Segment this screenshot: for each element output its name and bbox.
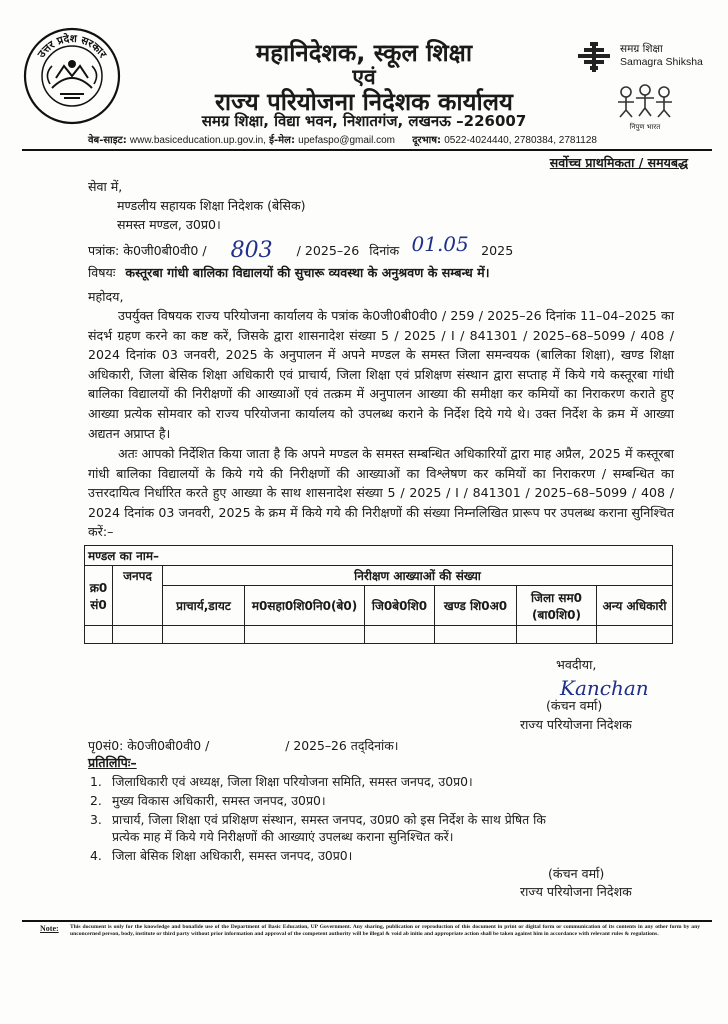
footer-note — [40, 924, 700, 946]
cc-label: प्रतिलिपिः– — [88, 755, 137, 770]
table-cell[interactable] — [163, 626, 245, 644]
col-header-mandal-asst-director: म0सहा0शि0नि0(बे0) — [245, 586, 365, 626]
subject-label: विषयः — [88, 265, 116, 280]
table-row-mandal — [85, 546, 673, 566]
samagra-shiksha-grid-icon — [576, 40, 612, 76]
reference-prefix: पत्रांक: के0जी0बी0वी0 / — [88, 243, 207, 258]
reference-year: / 2025–26 — [296, 243, 360, 258]
nipun-bharat-text: निपुण भारत — [629, 123, 661, 131]
address-to: सेवा में, — [88, 179, 123, 194]
table-row-header-1 — [85, 566, 673, 586]
col-header-other-officer: अन्य अधिकारी — [597, 586, 673, 626]
cc-item-4-text: जिला बेसिक शिक्षा अधिकारी, समस्त जनपद, उ0प्र0। — [112, 848, 353, 863]
table-row-empty — [85, 626, 673, 644]
handwritten-letter-number: 803 — [230, 238, 273, 263]
samagra-shiksha-logo — [576, 40, 716, 76]
subject-text: कस्तूरबा गांधी बालिका विद्यालयों की सुचारू व्यवस्था के अनुश्रवण के सम्बन्ध में। — [125, 265, 490, 280]
samagra-shiksha-hindi: समग्र शिक्षा — [620, 43, 663, 55]
priority-label: सर्वोच्च प्राथमिकता / समयबद्ध — [549, 155, 688, 170]
header-address: समग्र शिक्षा, विद्या भवन, निशातगंज, लखनऊ –226007 — [201, 112, 527, 130]
address-recipient: मण्डलीय सहायक शिक्षा निदेशक (बेसिक) — [117, 198, 306, 213]
mandal-name-label: मण्डल का नाम– — [85, 546, 673, 566]
table-cell[interactable] — [245, 626, 365, 644]
table-cell[interactable] — [113, 626, 163, 644]
body-paragraph-2: अतः आपको निर्देशित किया जाता है कि अपने मण्डल के समस्त सम्बन्धित अधिकारियों द्वारा माह अप्रैल, 2025 में कस्तूरबा गांधी बालिका विद्यालयों के किये गये की निरीक्षणों की आख्याओं का विश्लेषण कर कमियों का निराकरण / सम्बन्धित का उत्तरदायित्व निर्धारित करते हुए आख्या के साथ शासनादेश संख्या 5 / 2025 / I / 841301 / 2025–68–5099 / 408 / 2024 दिनांक 03 जनवरी, 2025 के क्रम में किये गये की निरीक्षणों की संख्या निम्नलिखित प्रारूप पर उपलब्ध कराना सुनिश्चित करें:– — [88, 446, 674, 540]
email-link[interactable]: upefaspo@gmail.com — [298, 135, 396, 146]
body-paragraph-1: उपर्युक्त विषयक राज्य परियोजना कार्यालय के पत्रांक के0जी0बी0वी0 / 259 / 2025–26 दिनांक 11–04–2025 का संदर्भ ग्रहण करने का कष्ट करें, जिसके द्वारा शासनादेश संख्या 5 / 2025 / I / 841301 / 2025–68–5099 / 408 / 2024 दिनांक 03 जनवरी, 2025 के अनुपालन में अपने मण्डल के समस्त जिला समन्वयक (बालिका शिक्षा), खण्ड शिक्षा अधिकारी, जिला बेसिक शिक्षा अधिकारी एवं प्राचार्य, जिला शिक्षा एवं प्रशिक्षण संस्थान द्वारा सप्ताह में किये गये कस्तूरबा गांधी बालिका विद्यालयों की निरीक्षणों की आख्याओं एवं तत्क्रम में अनुपालन आख्या की समीक्षा कर कमियों का निराकरण कराते हुए आख्या प्रत्येक सोमवार को राज्य परियोजना कार्यालय को उपलब्ध कराने के निर्देश दिये गये थे। उक्त निर्देश के क्रम में आख्या अद्यतन अप्राप्त है। — [88, 308, 674, 441]
col-header-district-coordinator: जिला सम0 (बा0शि0) — [517, 586, 597, 626]
phone-label: दूरभाष: — [412, 135, 442, 146]
handwritten-date: 01.05 — [411, 232, 469, 256]
nipun-bharat-logo — [612, 84, 678, 131]
email-label: ई-मेल: — [269, 135, 295, 146]
table-row-header-2 — [85, 586, 673, 626]
date-label: दिनांक — [369, 243, 400, 258]
samagra-shiksha-english: Samagra Shiksha — [620, 56, 703, 68]
header-title-line2: एवं — [352, 65, 376, 89]
cc-item-2: 2. मुख्य विकास अधिकारी, समस्त जनपद, उ0प्र0। — [90, 793, 326, 808]
table-cell[interactable] — [435, 626, 517, 644]
address-place: समस्त मण्डल, उ0प्र0। — [117, 217, 221, 232]
header-divider — [22, 149, 712, 151]
inspection-table — [84, 545, 673, 644]
col-group-header: निरीक्षण आख्याओं की संख्या — [163, 566, 673, 586]
signature-scribble: Kanchan — [560, 676, 649, 700]
date-year: 2025 — [481, 243, 514, 258]
children-figures-icon — [612, 84, 678, 118]
cc-item-3: 3. प्राचार्य, जिला शिक्षा एवं प्रशिक्षण संस्थान, समस्त जनपद, उ0प्र0 को इस निर्देश के साथ प्रेषित कि — [90, 812, 546, 827]
cc-item-3-continued: प्रत्येक माह में किये गये निरीक्षणों की आख्याएं उपलब्ध कराना सुनिश्चित करें। — [112, 829, 454, 844]
endorsement-year: / 2025–26 तद्‌दिनांक। — [285, 738, 399, 753]
col-header-bsa: जि0बे0शि0 — [365, 586, 435, 626]
phone-numbers: 0522-4024440, 2780384, 2781128 — [444, 135, 597, 146]
footer-note-label: Note: — [40, 924, 59, 933]
table-cell[interactable] — [365, 626, 435, 644]
endorsement-signatory-designation: राज्य परियोजना निदेशक — [520, 884, 632, 899]
signatory-name: (कंचन वर्मा) — [546, 698, 603, 713]
endorsement-line — [88, 737, 398, 754]
website-link[interactable]: www.basiceducation.up.gov.in, — [129, 135, 266, 146]
closing-text: भवदीया, — [556, 657, 597, 672]
contact-line — [88, 132, 597, 146]
table-cell[interactable] — [85, 626, 113, 644]
signatory-designation: राज्य परियोजना निदेशक — [520, 717, 632, 732]
endorsement-signatory-name: (कंचन वर्मा) — [548, 866, 605, 881]
col-header-janpad: जनपद — [113, 566, 163, 626]
salutation: महोदय, — [88, 289, 124, 304]
endorsement-ref: पृ0सं0: के0जी0बी0वी0 / — [88, 738, 210, 753]
col-header-beo: खण्ड शि0अ0 — [435, 586, 517, 626]
table-cell[interactable] — [597, 626, 673, 644]
header-title-line1: महानिदेशक, स्कूल शिक्षा — [255, 39, 473, 67]
cc-item-1: 1. जिलाधिकारी एवं अध्यक्ष, जिला शिक्षा परियोजना समिति, समस्त जनपद, उ0प्र0। — [90, 774, 473, 789]
cc-item-1-text: जिलाधिकारी एवं अध्यक्ष, जिला शिक्षा परियोजना समिति, समस्त जनपद, उ0प्र0। — [112, 774, 473, 789]
cc-item-2-text: मुख्य विकास अधिकारी, समस्त जनपद, उ0प्र0। — [112, 793, 326, 808]
cc-item-3-text: प्राचार्य, जिला शिक्षा एवं प्रशिक्षण संस्थान, समस्त जनपद, उ0प्र0 को इस निर्देश के साथ प्रेषित कि — [112, 812, 546, 827]
header-title-line3: राज्य परियोजना निदेशक कार्यालय — [215, 88, 513, 116]
col-header-principal-diet: प्राचार्य,डायट — [163, 586, 245, 626]
col-header-sno: क्र0 सं0 — [85, 566, 113, 626]
up-government-logo-text: उत्तर प्रदेश सरकार — [35, 32, 109, 61]
subject-line — [88, 264, 490, 281]
footer-note-text: This document is only for the knowledge and bonafide use of the Department of Basic Education, UP Government. Any sharing, publication or reproduction of this document in print or digital form or communication of its contents in any other form by any unconcerned person, body, institute or third party without prior information and approval of the competent authority will be illegal & void ab initio and appropriate action shall be taken against him in accordance with relevant rules & regulations. — [70, 924, 700, 937]
footer-divider — [22, 920, 712, 922]
table-cell[interactable] — [517, 626, 597, 644]
inspection-table-wrapper — [84, 545, 672, 644]
website-label: वेब-साइट: — [88, 135, 127, 146]
cc-item-4: 4. जिला बेसिक शिक्षा अधिकारी, समस्त जनपद, उ0प्र0। — [90, 848, 353, 863]
reference-line — [88, 232, 514, 263]
